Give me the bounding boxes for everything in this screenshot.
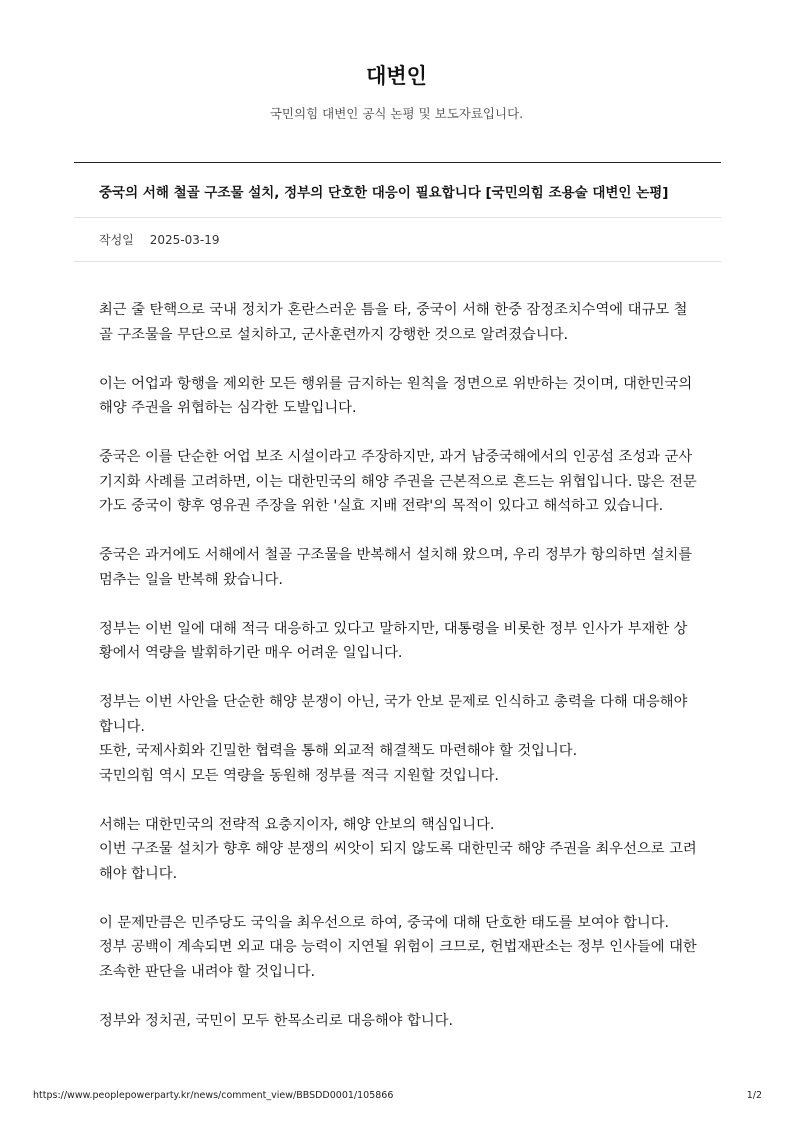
body-line: 서해는 대한민국의 전략적 요충지이자, 해양 안보의 핵심입니다. [99,816,495,833]
body-paragraph [99,813,699,887]
date-label: 작성일 [99,233,134,247]
body-line: 국민의힘 역시 모든 역량을 동원해 정부를 적극 지원할 것입니다. [99,767,499,784]
body-line: 정부는 이번 사안을 단순한 해양 분쟁이 아닌, 국가 안보 문제로 인식하고 총력을 다해 대응해야 합니다. [99,694,688,735]
article-title: 중국의 서해 철골 구조물 설치, 정부의 단호한 대응이 필요합니다 [국민의힘 조용술 대변인 논평] [99,185,669,201]
footer-url: https://www.peoplepowerparty.kr/news/comment_view/BBSDD0001/105866 [33,1090,394,1101]
page-number: 1/2 [746,1090,762,1101]
body-line: 정부 공백이 계속되면 외교 대응 능력이 지연될 위험이 크므로, 헌법재판소는 정부 인사들에 대한 조속한 판단을 내려야 할 것입니다. [99,939,697,980]
body-line: 이 문제만큼은 민주당도 국익을 최우선으로 하여, 중국에 대해 단호한 태도를 보여야 합니다. [99,914,670,931]
title-divider [74,217,721,218]
article-meta [99,231,220,248]
body-paragraph: 중국은 이를 단순한 어업 보조 시설이라고 주장하지만, 과거 남중국해에서의 인공섬 조성과 군사 기지화 사례를 고려하면, 이는 대한민국의 해양 주권을 근본적으로 흔드는 위협입니다. 많은 전문가도 중국이 향후 영유권 주장을 위한 '실효 지배 전략'의 목적이 있다고 해석하고 있습니다. [99,449,697,514]
body-paragraph: 정부와 정치권, 국민이 모두 한목소리로 대응해야 합니다. [99,1012,454,1029]
body-line: 이번 구조물 설치가 향후 해양 분쟁의 씨앗이 되지 않도록 대한민국 해양 주권을 최우선으로 고려해야 합니다. [99,841,697,882]
body-paragraph: 최근 줄 탄핵으로 국내 정치가 혼란스러운 틈을 타, 중국이 서해 한중 잠정조치수역에 대규모 철골 구조물을 무단으로 설치하고, 군사훈련까지 강행한 것으로 알려졌습니다. [99,302,688,343]
header-divider [74,162,721,163]
body-line: 또한, 국제사회와 긴밀한 협력을 통해 외교적 해결책도 마련해야 할 것입니다. [99,743,578,759]
article-date: 2025-03-19 [149,233,220,247]
body-paragraph [99,690,699,788]
meta-divider [74,261,721,262]
body-paragraph [99,911,699,985]
body-paragraph: 중국은 과거에도 서해에서 철골 구조물을 반복해서 설치해 왔으며, 우리 정부가 항의하면 설치를 멈추는 일을 반복해 왔습니다. [99,547,693,588]
page-subtitle: 국민의힘 대변인 공식 논평 및 보도자료입니다. [269,106,524,121]
body-paragraph: 이는 어업과 항행을 제외한 모든 행위를 금지하는 원칙을 정면으로 위반하는 것이며, 대한민국의 해양 주권을 위협하는 심각한 도발입니다. [99,375,693,416]
article-body [99,298,699,1058]
body-paragraph: 정부는 이번 일에 대해 적극 대응하고 있다고 말하지만, 대통령을 비롯한 정부 인사가 부재한 상황에서 역량을 발휘하기란 매우 어려운 일입니다. [99,620,688,661]
page-title: 대변인 [366,64,427,88]
